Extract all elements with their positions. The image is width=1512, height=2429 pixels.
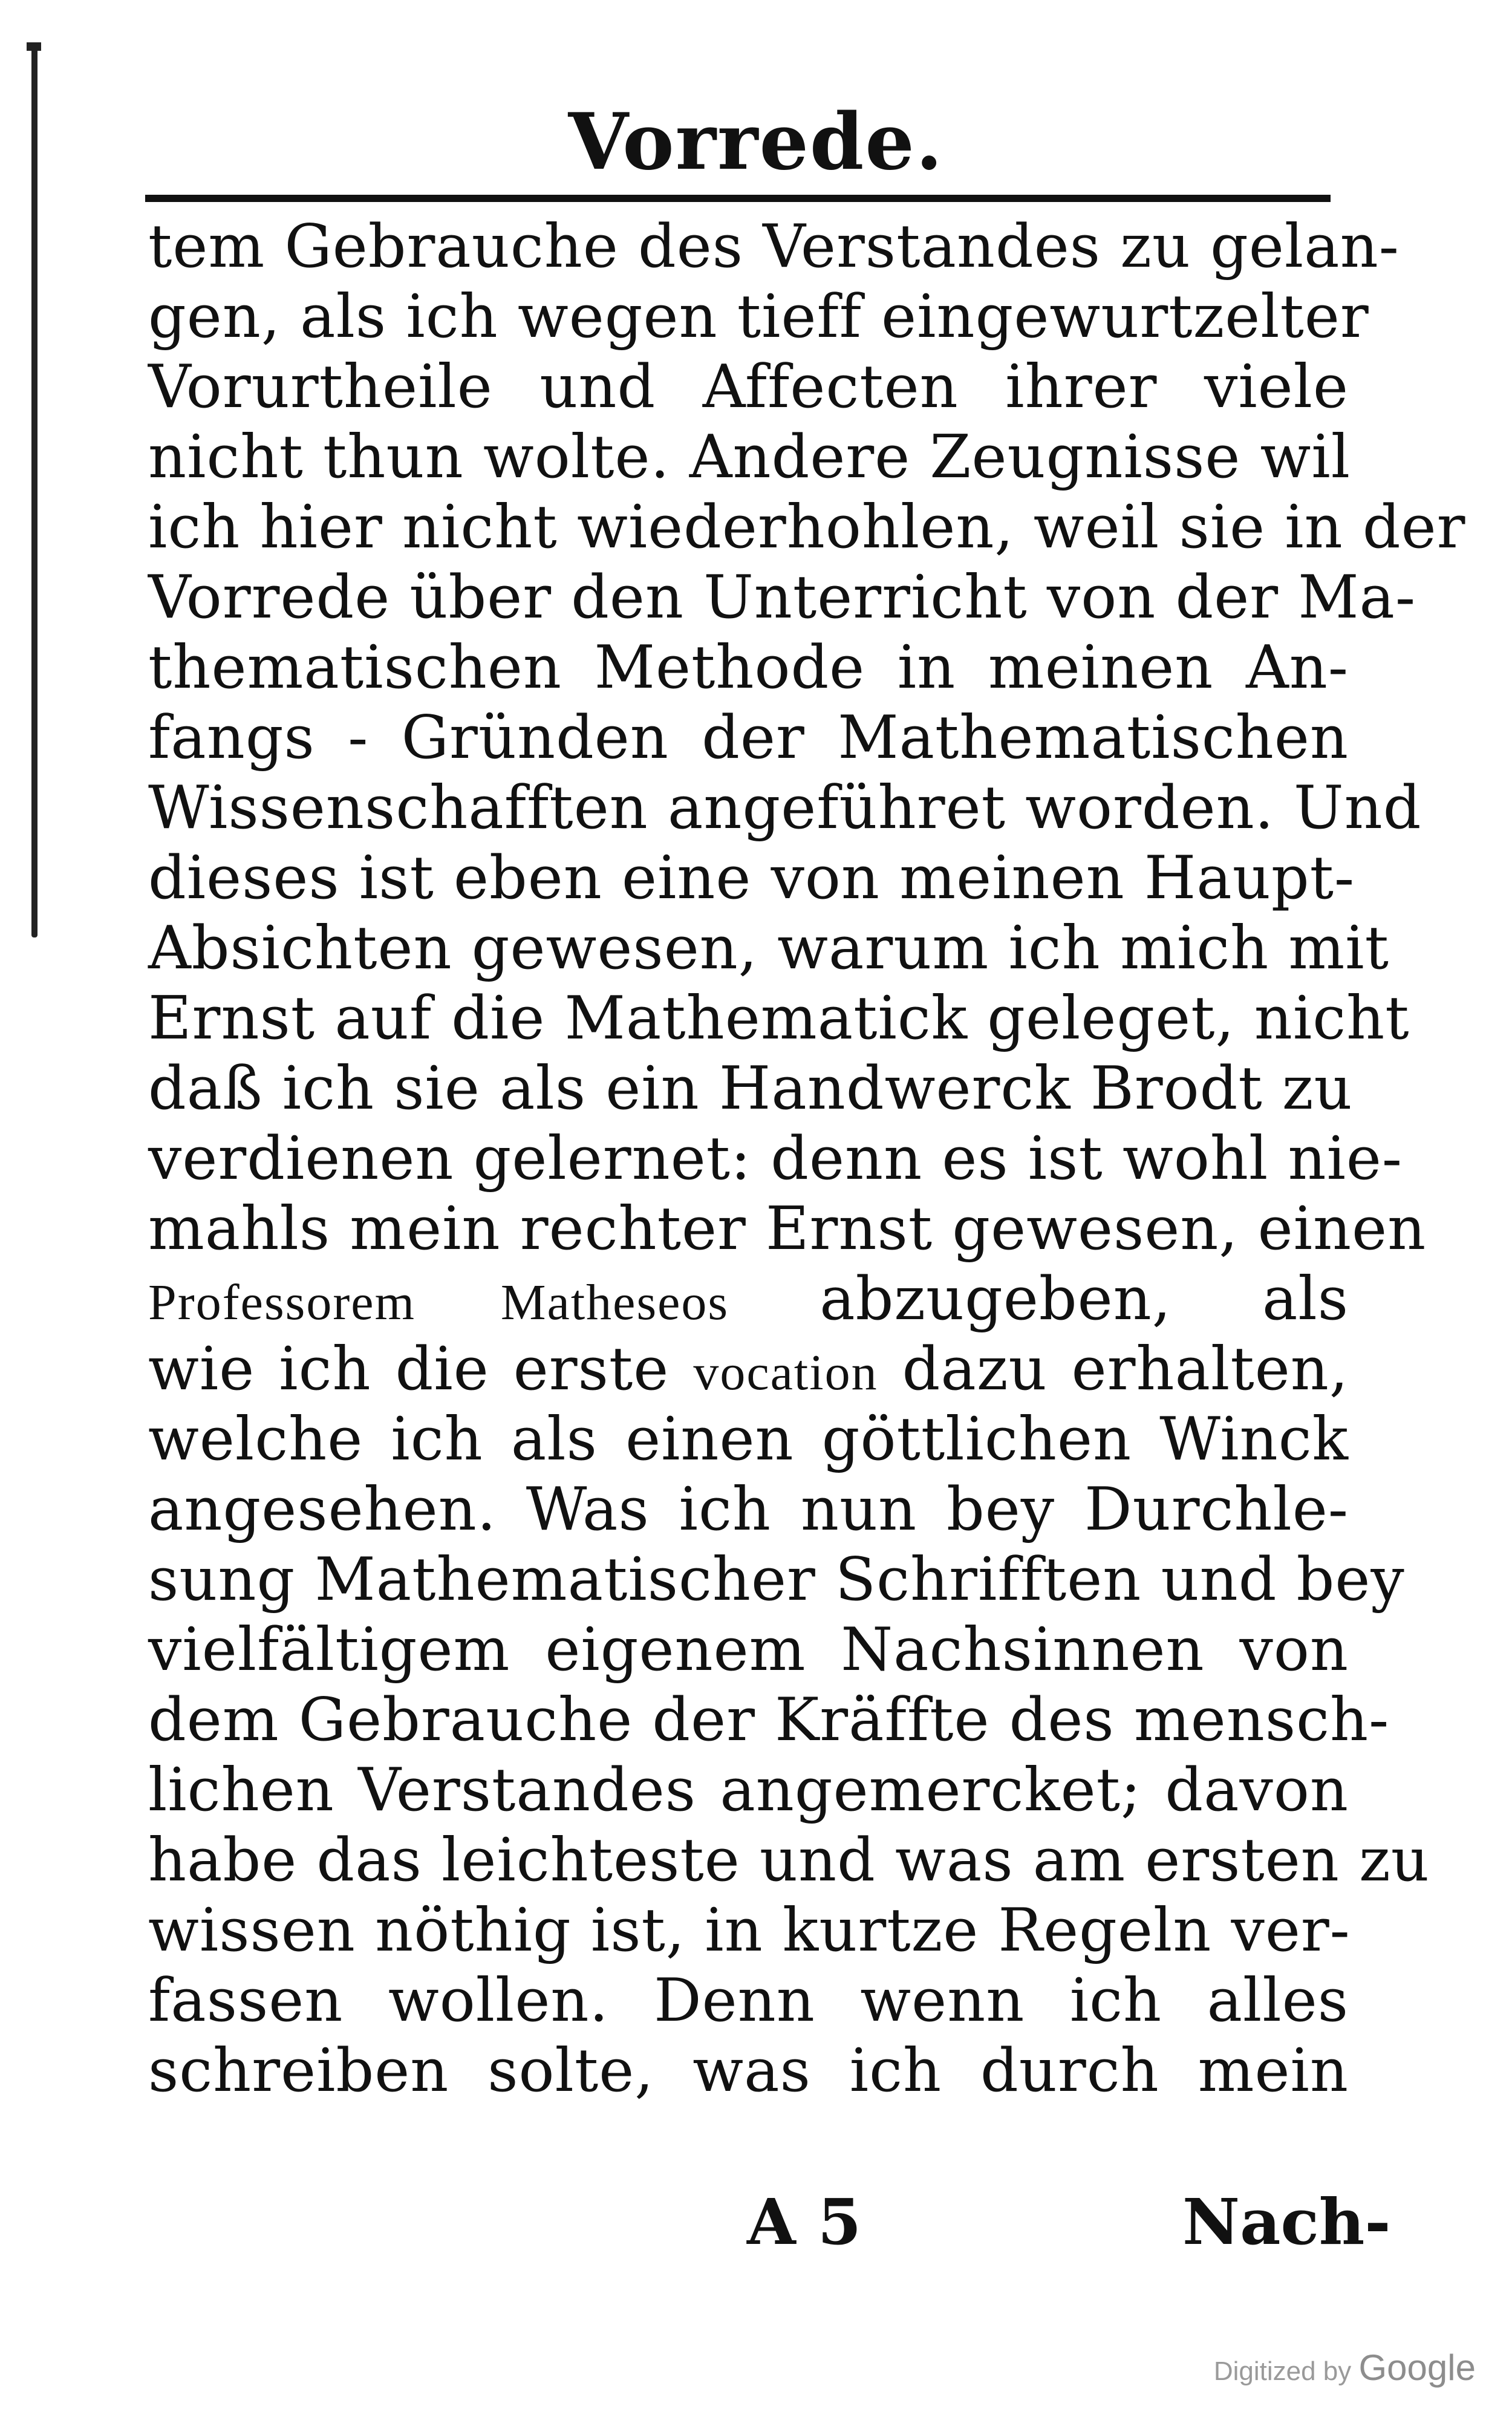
text-line: wie ich die erste vocation dazu erhalten, <box>148 1335 1349 1404</box>
text-line: fassen wollen. Denn wenn ich alles <box>148 1966 1349 2035</box>
latin-word: vocation <box>693 1345 878 1401</box>
text-line: Absichten gewesen, warum ich mich mit <box>148 914 1390 983</box>
text-line: nicht thun wolte. Andere Zeugnisse wil <box>148 423 1351 492</box>
text-line: vielfältigem eigenem Nachsinnen von <box>148 1616 1349 1684</box>
text-line: Wissenschafften angeführet worden. Und <box>148 774 1422 843</box>
text-line: wissen nöthig ist, in kurtze Regeln ver- <box>148 1896 1351 1965</box>
header-rule <box>145 195 1331 202</box>
text-line: thematischen Methode in meinen An- <box>148 633 1349 702</box>
text-line: angesehen. Was ich nun bey Durchle- <box>148 1475 1349 1544</box>
catchword: Nach- <box>1182 2185 1391 2259</box>
text-line: daß ich sie als ein Handwerck Brodt zu <box>148 1054 1353 1123</box>
watermark-brand: Google <box>1358 2347 1476 2388</box>
text-line: habe das leichteste und was am ersten zu <box>148 1826 1430 1895</box>
signature-mark: A 5 <box>747 2185 862 2259</box>
text-line: lichen Verstandes angemercket; davon <box>148 1756 1349 1825</box>
text-line: sung Mathematischer Schrifften und bey <box>148 1545 1405 1614</box>
text-line: Vorurtheile und Affecten ihrer viele <box>148 353 1349 422</box>
text-line: dem Gebrauche der Kräffte des mensch- <box>148 1686 1390 1755</box>
text-line: schreiben solte, was ich durch mein <box>148 2036 1349 2105</box>
digitized-watermark <box>1214 2347 1476 2388</box>
latin-phrase: Professorem Matheseos <box>148 1274 729 1331</box>
watermark-prefix: Digitized by <box>1213 2356 1352 2386</box>
text-line: dieses ist eben eine von meinen Haupt- <box>148 844 1355 913</box>
text-line: Ernst auf die Mathematick geleget, nicht <box>148 984 1410 1053</box>
text-line: Vorrede über den Unterricht von der Ma- <box>148 563 1416 632</box>
text-line: welche ich als einen göttlichen Winck <box>148 1405 1349 1474</box>
text-line: mahls mein rechter Ernst gewesen, einen <box>148 1195 1427 1263</box>
binding-edge-tick <box>27 42 41 51</box>
body-text <box>148 212 1466 2106</box>
text-line: verdienen gelernet: denn es ist wohl nie- <box>148 1124 1403 1193</box>
text-line: gen, als ich wegen tieff eingewurtzelter <box>148 282 1369 351</box>
text-line: Professorem Matheseos abzugeben, als <box>148 1265 1349 1334</box>
text-line: tem Gebrauche des Verstandes zu gelan- <box>148 212 1400 281</box>
running-header: Vorrede. <box>568 97 944 187</box>
text-line: fangs - Gründen der Mathematischen <box>148 703 1349 772</box>
text-line: ich hier nicht wiederhohlen, weil sie in der <box>148 493 1466 562</box>
